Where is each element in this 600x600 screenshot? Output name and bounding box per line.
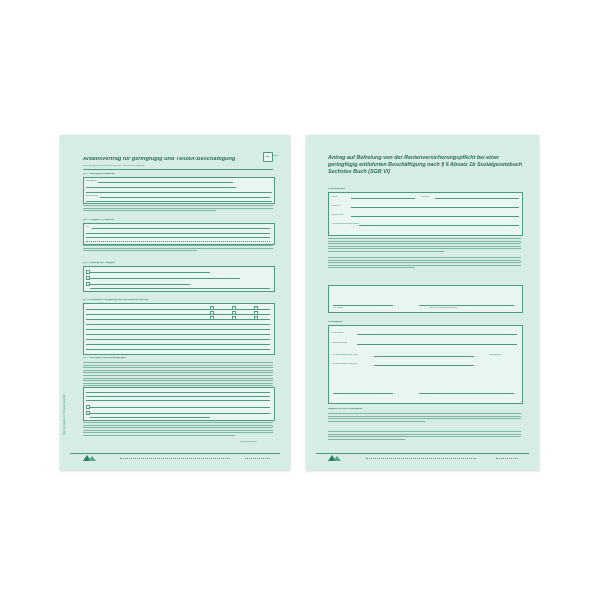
exemption-application-page	[306, 135, 539, 470]
parties-box: Arbeitgeber Arbeitnehmer	[83, 177, 275, 204]
continuation-note: Fortsetzung Blatt 2	[240, 441, 258, 443]
checkbox[interactable]	[254, 311, 258, 315]
publisher-logo-icon	[83, 455, 97, 461]
checkbox[interactable]	[232, 316, 236, 320]
signature-box-employee: Ort, Datum Unterschrift des Arbeitnehmers	[328, 285, 523, 313]
conditions-box	[83, 387, 275, 421]
section-4-heading: § 4 – Arbeitszeit, Vergütung und Rentenversicherung	[83, 299, 149, 301]
section-3-heading: § 3 – Umfang der Tätigkeit	[83, 262, 116, 264]
activity-box: als	[83, 223, 275, 245]
checkbox[interactable]	[210, 311, 214, 315]
employer-section-heading: Arbeitgeber	[328, 321, 343, 323]
employee-box: Name Vorname Anschrift geboren am Rentenversicherungsnummer	[328, 192, 523, 236]
section-1-heading: § 1 – Vertragsschließende	[83, 173, 115, 175]
checkbox[interactable]	[210, 316, 214, 320]
employee-section-heading: Arbeitnehmer	[328, 188, 345, 190]
checkbox[interactable]	[210, 306, 214, 310]
form-code-badge: 519	[263, 152, 273, 162]
application-title: Antrag auf Befreiung von der Rentenversicherungspflicht bei einer geringfügig entlohnten Beschäftigung nach § 6 Absatz 1b Sozialgesetzbuch Sechstes Buch (SGB VI)	[328, 155, 523, 176]
section-2-heading: § 2 – Tätigkeit / Probezeit	[83, 219, 114, 221]
scope-box	[83, 266, 275, 292]
checkbox[interactable]	[254, 306, 258, 310]
section-5-heading: § 5 – Sonstige Arbeitsbedingungen	[83, 357, 127, 359]
pay-box	[83, 303, 275, 355]
form-sheet-number: Blatt 1	[272, 155, 279, 157]
contract-form-page	[60, 135, 290, 470]
form-title: Arbeitsvertrag für geringfügig und Teilzeit-Beschäftigung	[83, 157, 236, 162]
form-subtitle: (Geringfügig entlohnte Beschäftigung / Teilzeitbeschäftigung)	[83, 165, 145, 167]
employer-box: Firmenname Betriebsnummer Der Befreiungsantrag ist am eingegangen. Die Befreiung wirkt ab dem	[328, 325, 523, 404]
employer-note-heading: Hinweis für den Arbeitgeber	[328, 408, 363, 410]
publisher-logo-icon	[328, 455, 342, 461]
checkbox[interactable]	[254, 316, 258, 320]
checkbox[interactable]	[232, 311, 236, 315]
side-note: Bitte Rückseite und Hinweise beachten	[63, 393, 66, 435]
checkbox[interactable]	[232, 306, 236, 310]
